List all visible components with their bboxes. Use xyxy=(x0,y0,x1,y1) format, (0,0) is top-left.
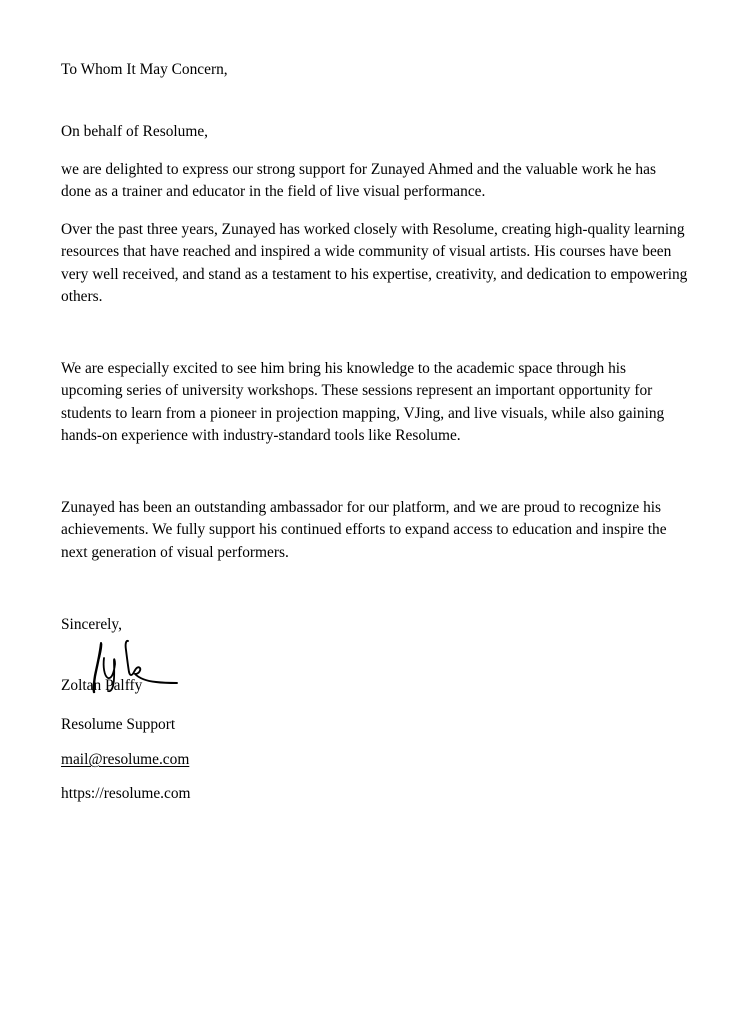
salutation: To Whom It May Concern, xyxy=(61,61,228,78)
paragraph-support: we are delighted to express our strong support for Zunayed Ahmed and the valuable work he has done as a trainer and educator in the field of live visual performance. xyxy=(61,161,656,201)
email-link[interactable]: mail@resolume.com xyxy=(61,751,190,768)
contact-email xyxy=(61,749,689,771)
closing: Sincerely, xyxy=(61,616,122,633)
signer-name: Zoltan Palffy xyxy=(61,677,143,694)
opening-line: On behalf of Resolume, xyxy=(61,123,209,140)
paragraph-history: Over the past three years, Zunayed has worked closely with Resolume, creating high-quality learning resources that have reached and inspired a wide community of visual artists. His courses have been very well received, and stand as a testament to his expertise, creativity, and dedication to empowering others. xyxy=(61,221,688,305)
paragraph-ambassador: Zunayed has been an outstanding ambassador for our platform, and we are proud to recognize his achievements. We fully support his continued efforts to expand access to education and inspire the next generation of visual performers. xyxy=(61,499,667,561)
website-url: https://resolume.com xyxy=(61,785,191,802)
signer-organization: Resolume Support xyxy=(61,716,176,733)
paragraph-workshops: We are especially excited to see him bring his knowledge to the academic space through his upcoming series of university workshops. These sessions represent an important opportunity for students to learn from a pioneer in projection mapping, VJing, and live visuals, while also gaining hands-on experience with industry-standard tools like Resolume. xyxy=(61,360,665,444)
